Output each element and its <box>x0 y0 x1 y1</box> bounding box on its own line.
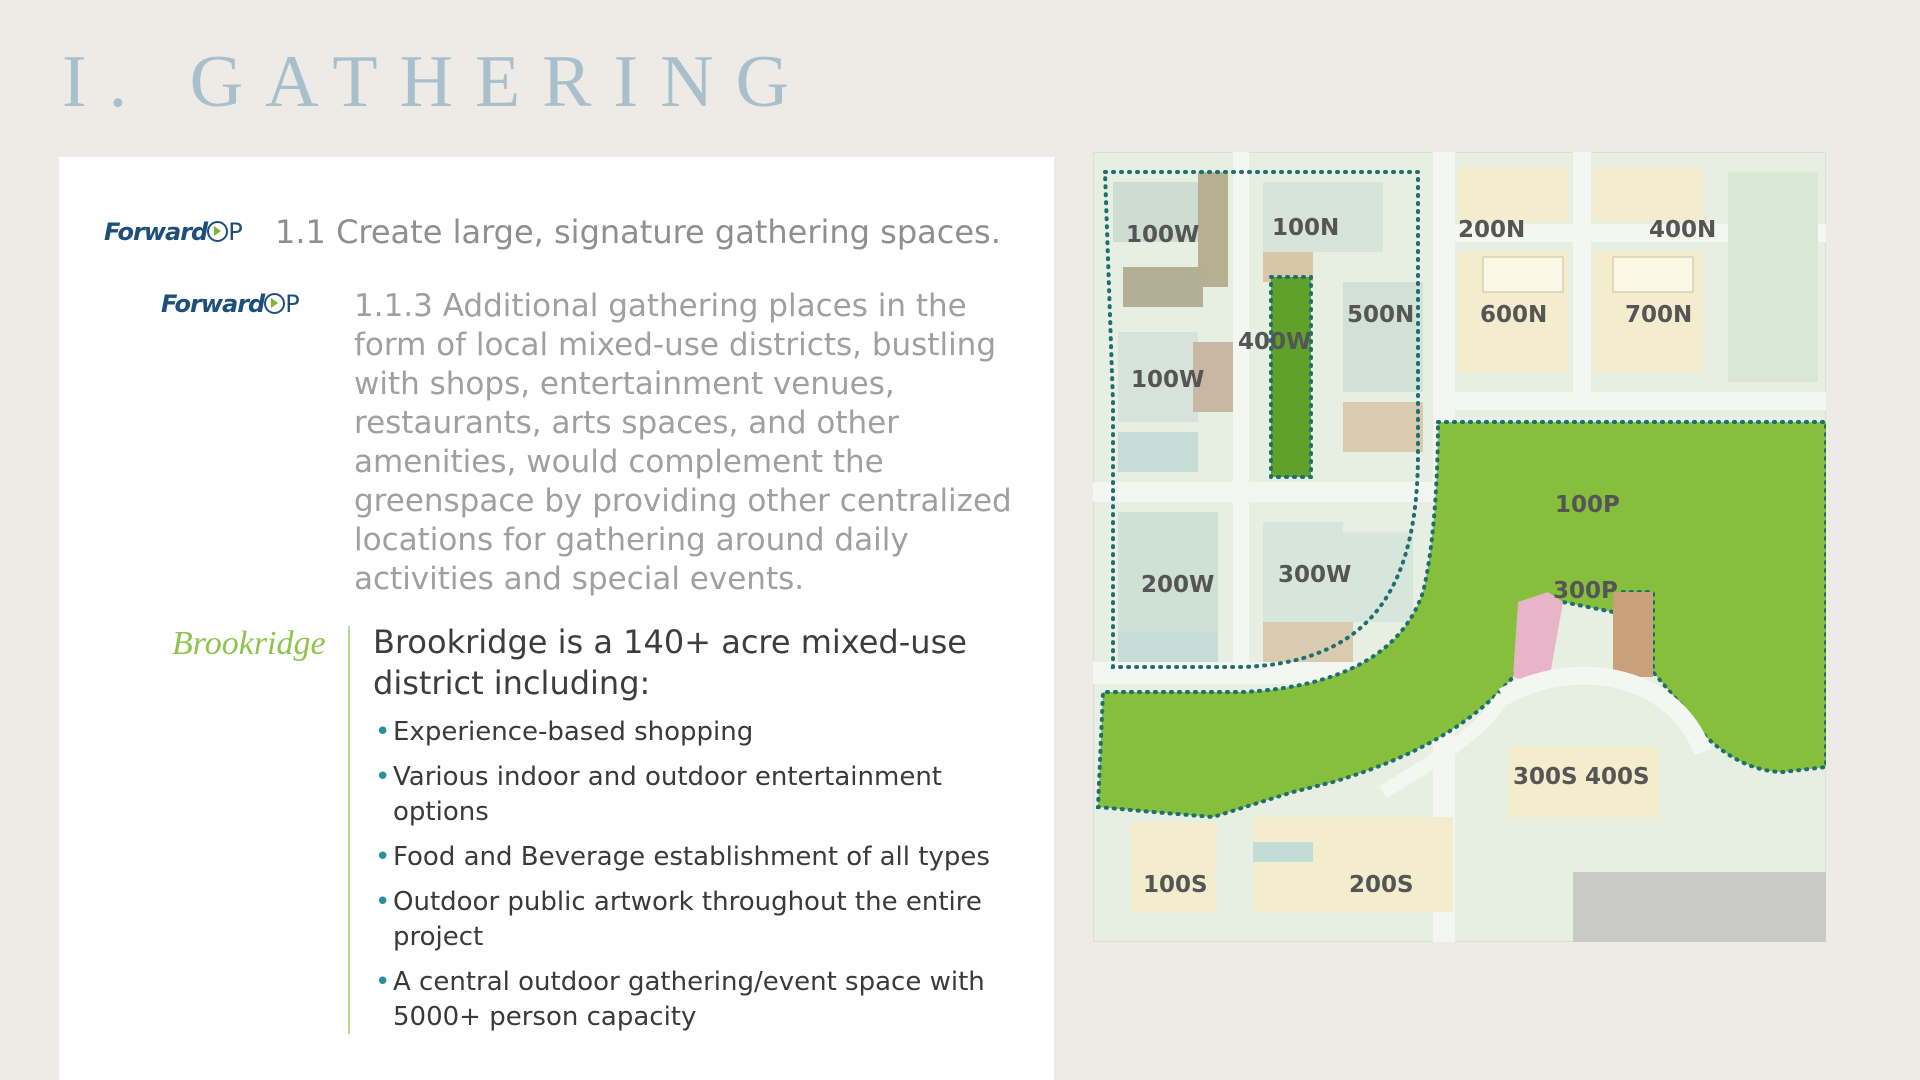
forward-op-logo-letter: P <box>285 290 300 318</box>
list-item: • Various indoor and outdoor entertainment options <box>373 760 993 830</box>
brookridge-logo: Brookridge <box>172 625 326 662</box>
list-item: • Outdoor public artwork throughout the entire project <box>373 885 993 955</box>
green-strip-400w <box>1271 277 1311 477</box>
label-100w: 100W <box>1126 222 1200 248</box>
forward-op-logo-word: Forward <box>104 218 208 246</box>
play-icon <box>264 293 285 314</box>
label-600n: 600N <box>1480 302 1548 328</box>
label-500n: 500N <box>1347 302 1415 328</box>
forward-op-logo <box>104 218 243 246</box>
forward-op-logo <box>161 290 300 318</box>
label-200n: 200N <box>1458 217 1526 243</box>
label-700n: 700N <box>1625 302 1693 328</box>
goal-1-1-3: 1.1.3 Additional gathering places in the form of local mixed-use districts, bustling with shops, entertainment venues, restaurants, arts spaces, and other amenities, would complement the greenspace by providing other centralized locations for gathering around daily activities and special events. <box>354 288 1012 597</box>
north-buildings <box>1458 167 1818 382</box>
label-400s: 400S <box>1585 764 1650 790</box>
building-100s <box>1131 822 1216 912</box>
label-200s: 200S <box>1349 872 1414 898</box>
label-100w-b: 100W <box>1131 367 1205 393</box>
label-300w: 300W <box>1278 562 1352 588</box>
goal-1-1: 1.1 Create large, signature gathering spaces. <box>275 213 1001 251</box>
list-item: • Experience-based shopping <box>373 715 993 750</box>
divider <box>348 626 350 1034</box>
list-item: • A central outdoor gathering/event space with 5000+ person capacity <box>373 965 993 1035</box>
label-300s: 300S <box>1513 764 1578 790</box>
page-title: I. GATHERING <box>62 41 812 123</box>
site-plan-map <box>1093 152 1826 942</box>
play-icon <box>207 221 228 242</box>
label-400w: 400W <box>1238 329 1312 355</box>
list-item: • Food and Beverage establishment of all types <box>373 840 993 875</box>
label-300p: 300P <box>1553 578 1618 604</box>
label-100n: 100N <box>1272 215 1340 241</box>
label-100p: 100P <box>1555 492 1620 518</box>
brookridge-bullets <box>373 715 1013 1045</box>
label-100s: 100S <box>1143 872 1208 898</box>
label-200w: 200W <box>1141 572 1215 598</box>
brookridge-heading: Brookridge is a 140+ acre mixed-use district including: <box>373 623 967 702</box>
plaza-brown <box>1613 592 1653 677</box>
forward-op-logo-word: Forward <box>161 290 265 318</box>
gray-lot <box>1573 872 1826 942</box>
label-400n: 400N <box>1649 217 1717 243</box>
forward-op-logo-letter: P <box>228 218 243 246</box>
